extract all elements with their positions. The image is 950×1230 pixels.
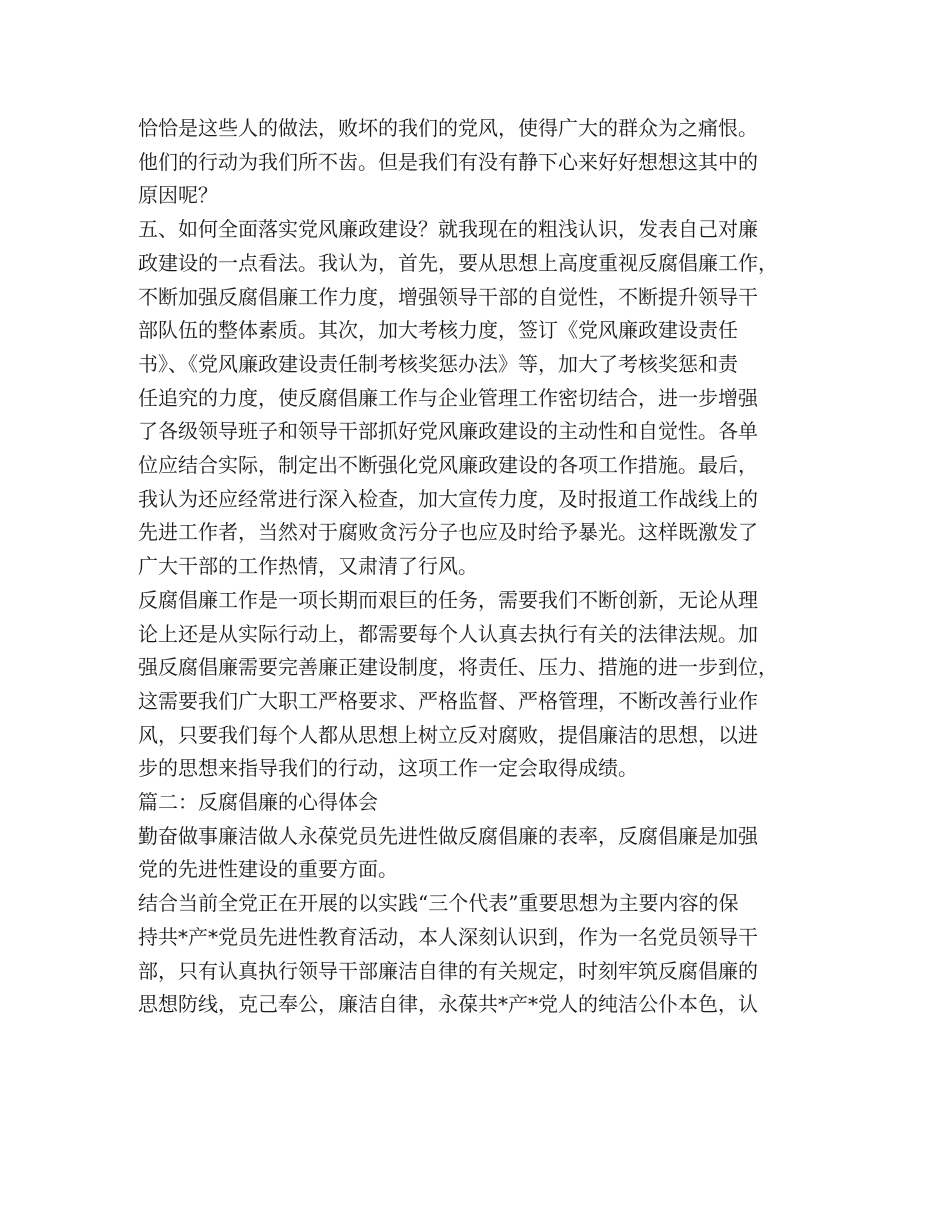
document-body: [138, 112, 814, 1022]
text-line: 勤奋做事廉洁做人永葆党员先进性做反腐倡廉的表率，反腐倡廉是加强: [138, 823, 758, 848]
text-line: 任追究的力度，使反腐倡廉工作与企业管理工作密切结合，进一步增强: [138, 385, 758, 410]
text-line: 了各级领导班子和领导干部抓好党风廉政建设的主动性和自觉性。各单: [138, 419, 758, 444]
text-line: 广大干部的工作热情，又肃清了行风。: [138, 554, 478, 579]
section-heading: 篇二：反腐倡廉的心得体会: [138, 790, 378, 815]
text-line: 他们的行动为我们所不齿。但是我们有没有静下心来好好想想这其中的: [138, 149, 758, 174]
text-line: 位应结合实际，制定出不断强化党风廉政建设的各项工作措施。最后，: [138, 453, 758, 478]
text-line: 恰恰是这些人的做法，败坏的我们的党风，使得广大的群众为之痛恨。: [138, 116, 758, 140]
text-line: 结合当前全党正在开展的以实践“三个代表”重要思想为主要内容的保: [138, 891, 739, 916]
text-line: 反腐倡廉工作是一项长期而艰巨的任务，需要我们不断创新，无论从理: [138, 587, 758, 612]
text-line: 这需要我们广大职工严格要求、严格监督、严格管理，不断改善行业作: [138, 688, 758, 713]
text-line: 五、如何全面落实党风廉政建设？就我现在的粗浅认识，发表自己对廉: [138, 217, 758, 242]
text-line: 持共*产*党员先进性教育活动，本人深刻认识到，作为一名党员领导干: [138, 924, 758, 949]
text-line: 原因呢？: [138, 183, 218, 208]
text-line: 先进工作者，当然对于腐败贪污分子也应及时给予暴光。这样既激发了: [138, 520, 758, 545]
text-line: 强反腐倡廉需要完善廉正建设制度，将责任、压力、措施的进一步到位，: [138, 655, 778, 680]
text-line: 我认为还应经常进行深入检查，加大宣传力度，及时报道工作战线上的: [138, 486, 758, 511]
text-line: 风，只要我们每个人都从思想上树立反对腐败，提倡廉洁的思想，以进: [138, 722, 758, 747]
text-line: 论上还是从实际行动上，都需要每个人认真去执行有关的法律法规。加: [138, 621, 758, 646]
text-line: 党的先进性建设的重要方面。: [138, 857, 398, 882]
text-line: 思想防线，克己奉公，廉洁自律，永葆共*产*党人的纯洁公仆本色，认: [138, 992, 758, 1017]
text-line: 政建设的一点看法。我认为，首先，要从思想上高度重视反腐倡廉工作，: [138, 250, 778, 275]
text-line: 书》、《党风廉政建设责任制考核奖惩办法》等，加大了考核奖惩和责: [138, 351, 738, 376]
text-line: 部队伍的整体素质。其次，加大考核力度，签订《党风廉政建设责任: [138, 318, 738, 343]
text-line: 部，只有认真执行领导干部廉洁自律的有关规定，时刻牢筑反腐倡廉的: [138, 958, 758, 983]
text-line: 步的思想来指导我们的行动，这项工作一定会取得成绩。: [138, 756, 638, 781]
text-line: 不断加强反腐倡廉工作力度，增强领导干部的自觉性，不断提升领导干: [138, 284, 758, 309]
